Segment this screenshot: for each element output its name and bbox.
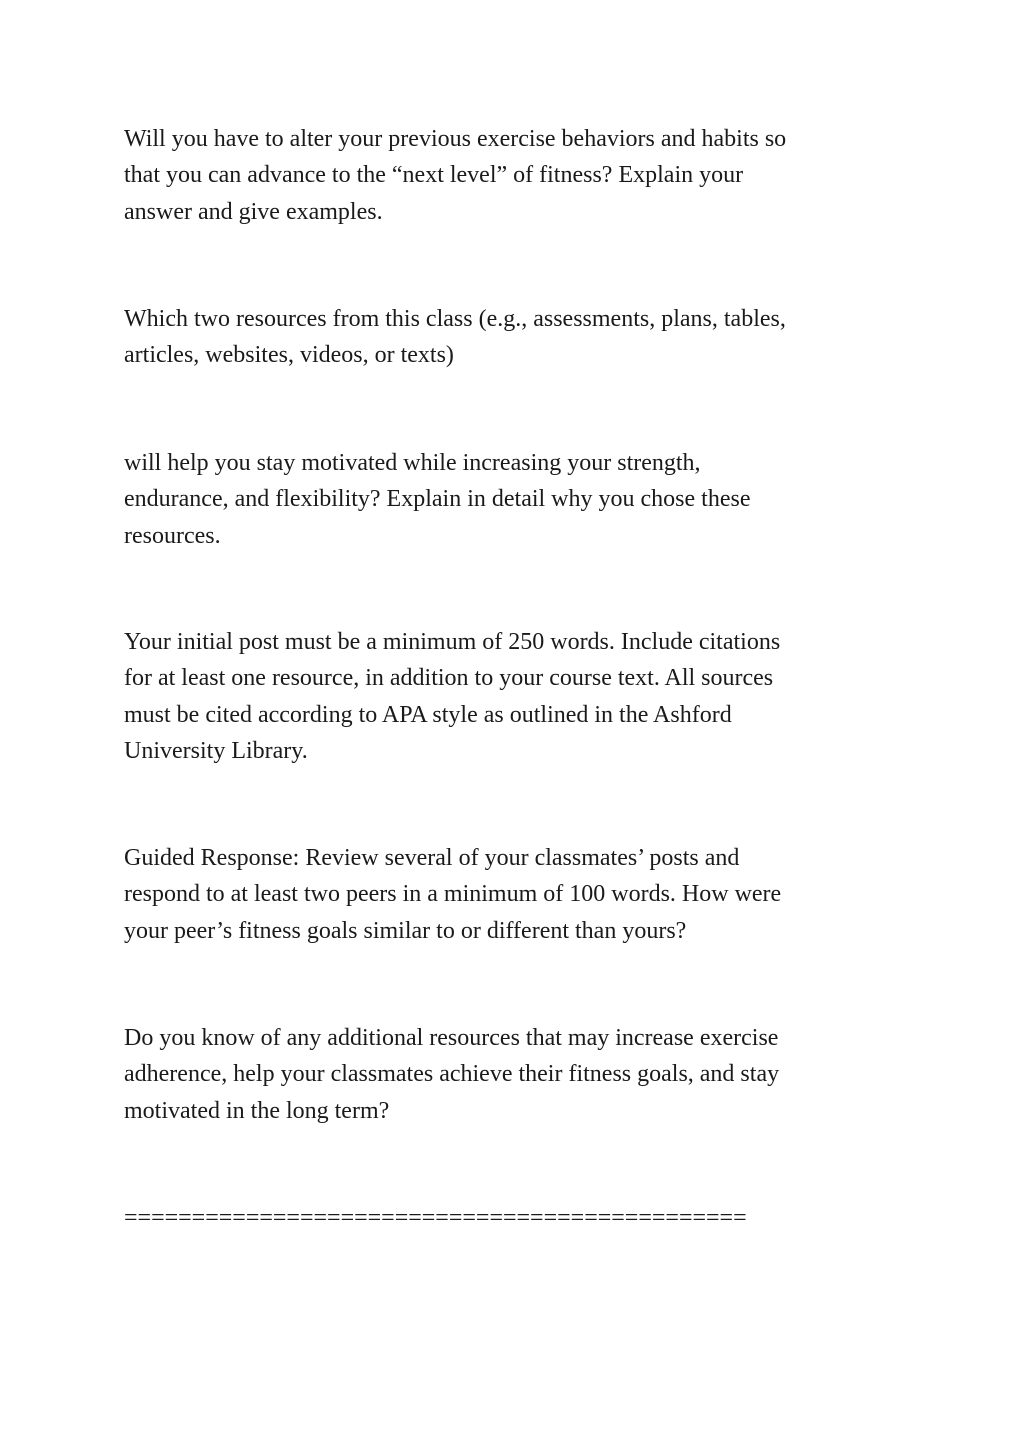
text-line: motivated in the long term? (124, 1097, 390, 1124)
text-line: for at least one resource, in addition to your course text. All sources (124, 665, 774, 692)
separator-text: ============================================== (124, 1205, 747, 1231)
paragraph-additional-resources (124, 1020, 894, 1129)
text-line: Your initial post must be a minimum of 250 words. Include citations (124, 629, 781, 655)
text-line: articles, websites, videos, or texts) (124, 342, 454, 369)
text-line: Which two resources from this class (e.g., assessments, plans, tables, (124, 306, 786, 332)
text-line: Do you know of any additional resources that may increase exercise (124, 1025, 779, 1051)
paragraph-alter-exercise-habits (124, 121, 894, 230)
paragraph-two-resources (124, 301, 894, 374)
text-line: University Library. (124, 738, 308, 765)
text-line: Guided Response: Review several of your classmates’ posts and (124, 845, 740, 871)
text-line: your peer’s fitness goals similar to or different than yours? (124, 917, 687, 944)
text-line: Will you have to alter your previous exercise behaviors and habits so (124, 126, 787, 152)
paragraph-stay-motivated (124, 445, 894, 554)
separator-line (124, 1200, 894, 1236)
text-line: that you can advance to the “next level” of fitness? Explain your (124, 162, 744, 189)
paragraph-initial-post-requirements (124, 624, 894, 770)
paragraph-guided-response (124, 840, 894, 949)
text-line: must be cited according to APA style as outlined in the Ashford (124, 701, 732, 728)
text-line: adherence, help your classmates achieve their fitness goals, and stay (124, 1061, 780, 1088)
text-line: resources. (124, 522, 221, 549)
text-line: answer and give examples. (124, 198, 383, 225)
text-line: endurance, and flexibility? Explain in detail why you chose these (124, 486, 751, 513)
text-line: will help you stay motivated while increasing your strength, (124, 450, 701, 476)
text-line: respond to at least two peers in a minimum of 100 words. How were (124, 881, 782, 908)
